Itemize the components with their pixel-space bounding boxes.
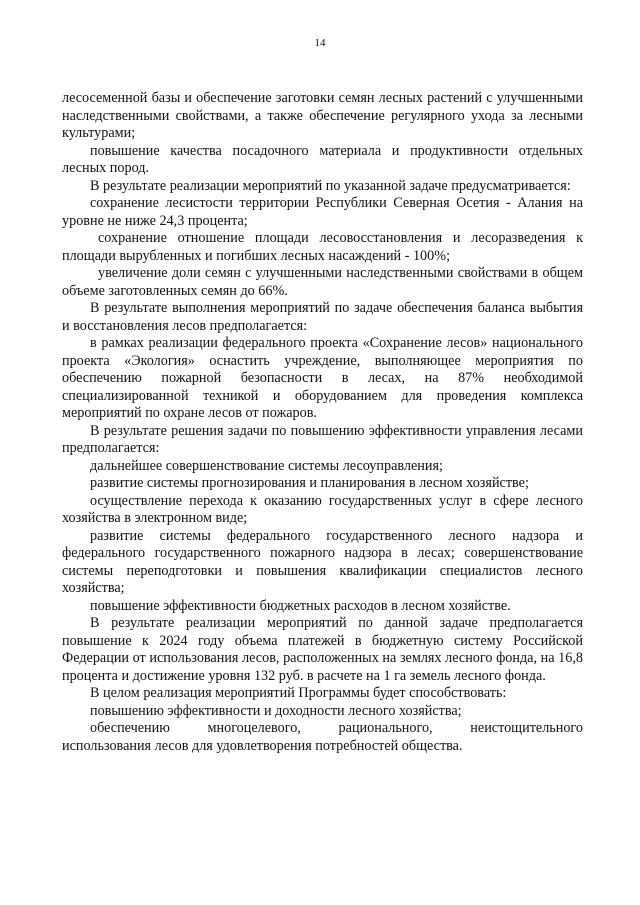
paragraph: сохранение лесистости территории Республики Северная Осетия - Алания на уровне не ниже 24,3 процента; xyxy=(62,195,583,229)
paragraph: развитие системы прогнозирования и планирования в лесном хозяйстве; xyxy=(90,475,529,491)
paragraph: В целом реализация мероприятий Программы будет способствовать: xyxy=(90,685,507,701)
paragraph: увеличение доли семян с улучшенными наследственными свойствами в общем объеме заготовленных семян до 66%. xyxy=(62,265,583,299)
paragraph: дальнейшее совершенствование системы лесоуправления; xyxy=(90,457,443,474)
paragraph: осуществление перехода к оказанию государственных услуг в сфере лесного хозяйства в электронном виде; xyxy=(62,492,583,526)
paragraph: развитие системы федерального государственного лесного надзора и федерального государственного пожарного надзора в лесах; совершенствование системы переподготовки и повышения квалификации специалистов лесного хозяйства; xyxy=(62,527,583,596)
document-body xyxy=(62,90,583,755)
paragraph: в рамках реализации федерального проекта «Сохранение лесов» национального проекта «Экология» оснастить учреждение, выполняющее мероприятия по обеспечению пожарной безопасности в лесах, на 87% необходимой специализированной техникой и оборудованием для проведения комплекса мероприятий по охране лесов от пожаров. xyxy=(62,335,583,421)
paragraph: повышение качества посадочного материала и продуктивности отдельных лесных пород. xyxy=(62,142,583,176)
paragraph: лесосеменной базы и обеспечение заготовки семян лесных растений с улучшенными наследственными свойствами, а также обеспечение регулярного ухода за лесными культурами; xyxy=(62,90,583,141)
paragraph: сохранение отношение площади лесовосстановления и лесоразведения к площади вырубленных и погибших лесных насаждений - 100%; xyxy=(62,230,583,264)
paragraph: повышению эффективности и доходности лесного хозяйства; xyxy=(90,702,462,719)
paragraph: В результате реализации мероприятий по указанной задаче предусматривается: xyxy=(90,177,571,194)
paragraph: повышение эффективности бюджетных расходов в лесном хозяйстве. xyxy=(90,597,511,614)
page-number: 14 xyxy=(314,37,326,49)
paragraph: обеспечению многоцелевого, рационального, неистощительного xyxy=(90,720,583,736)
paragraph: В результате реализации мероприятий по данной задаче предполагается повышение к 2024 году объема платежей в бюджетную систему Российской Федерации от использования лесов, расположенных на землях лесного фонда, на 16,8 процента и достижение уровня 132 руб. в расчете на 1 га земель лесного фонда. xyxy=(62,615,583,684)
paragraph: В результате решения задачи по повышению эффективности управления лесами предполагается: xyxy=(62,422,583,456)
paragraph: использования лесов для удовлетворения потребностей общества. xyxy=(62,737,463,754)
paragraph: В результате выполнения мероприятий по задаче обеспечения баланса выбытия и восстановления лесов предполагается: xyxy=(62,300,583,334)
